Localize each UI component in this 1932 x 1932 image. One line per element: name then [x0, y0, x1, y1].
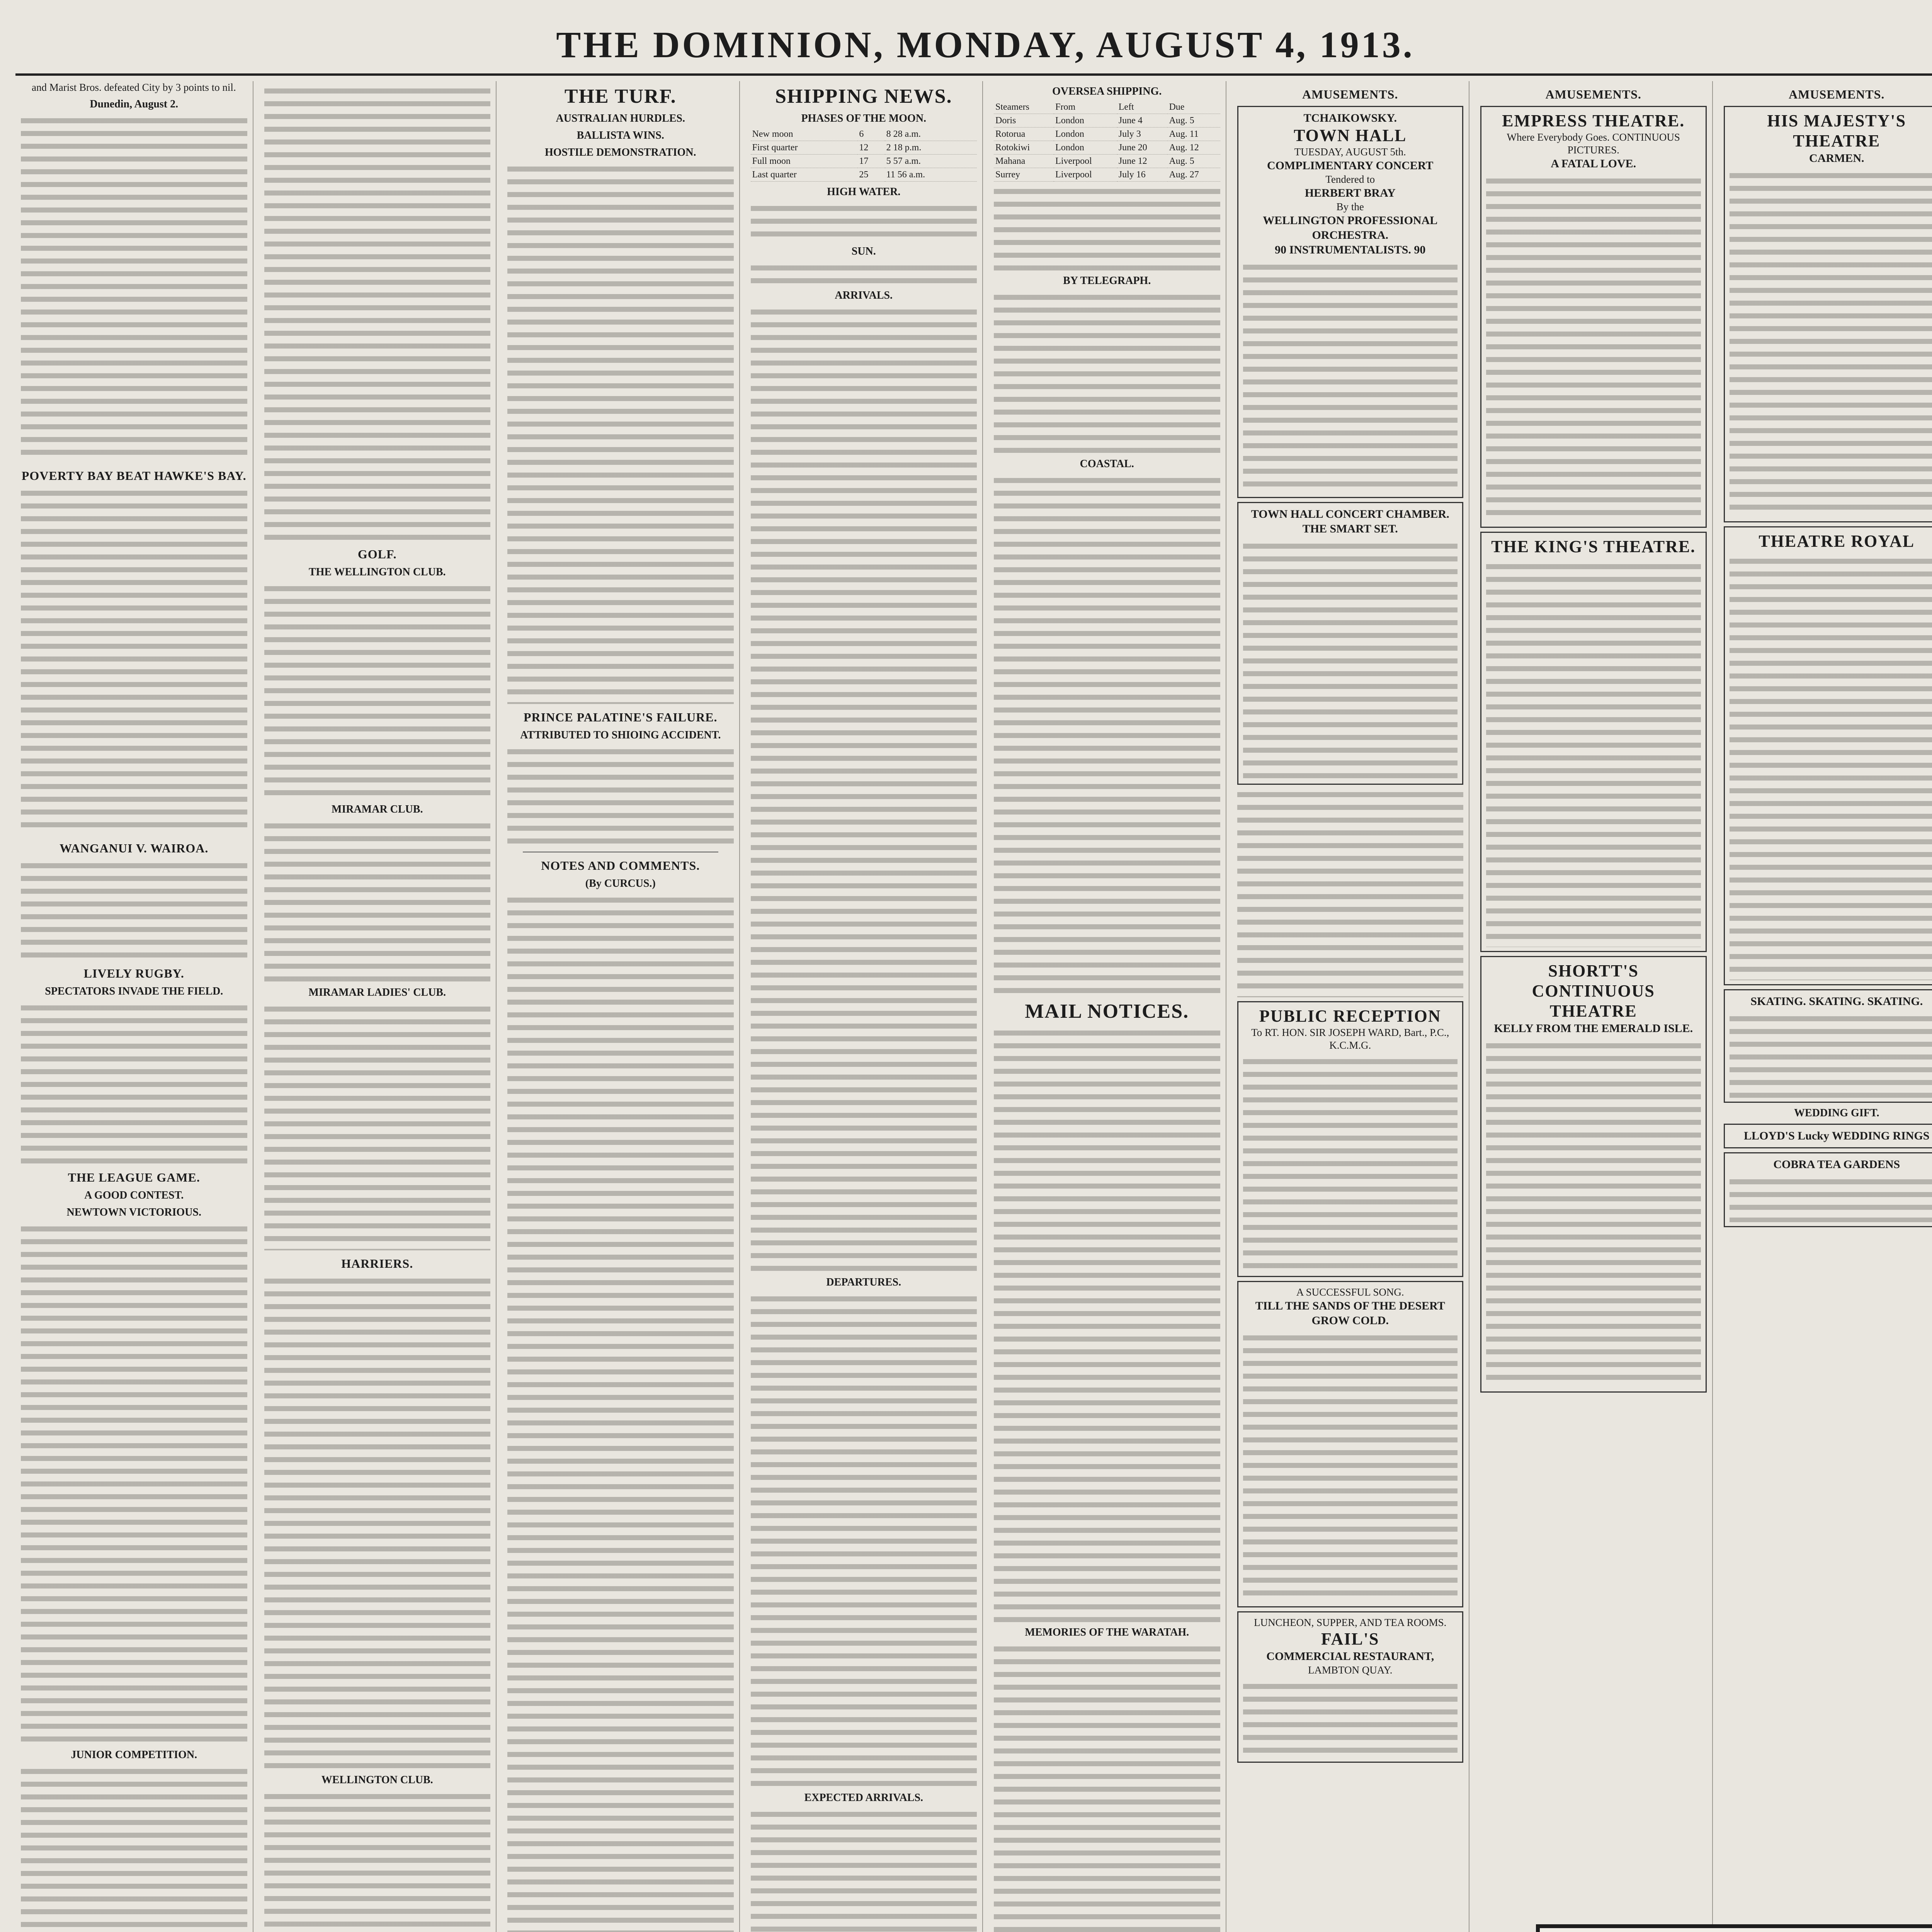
shortts-title: SHORTT'S CONTINUOUS THEATRE	[1532, 961, 1655, 1020]
body-text-block	[994, 1027, 1220, 1622]
masthead	[15, 15, 1932, 76]
subheading-ballista: BALLISTA WINS.	[577, 129, 664, 141]
lead-paragraph: and Marist Bros. defeated City by 3 points to nil.	[32, 82, 236, 93]
body-text-block	[1243, 1332, 1458, 1602]
cell: Last quarter	[751, 168, 858, 182]
heading-wanganui: WANGANUI V. WAIROA.	[60, 841, 209, 855]
empress-advert	[1480, 106, 1707, 528]
subheading-moon: PHASES OF THE MOON.	[801, 112, 927, 124]
moon-phase-table	[751, 128, 977, 182]
cell: London	[1054, 128, 1117, 141]
cell: Liverpool	[1054, 155, 1117, 168]
theatre-royal-advert	[1724, 526, 1932, 985]
body-text-block	[507, 894, 734, 1932]
majestys-title: HIS MAJESTY'S THEATRE	[1767, 111, 1906, 150]
subheading-by-telegraph: BY TELEGRAPH.	[1063, 275, 1151, 287]
subheading-miramar-ladies: MIRAMAR LADIES' CLUB.	[308, 986, 446, 998]
heading-prince-palatine: PRINCE PALATINE'S FAILURE.	[523, 710, 718, 724]
table-row	[994, 100, 1220, 114]
heading-mail-notices: MAIL NOTICES.	[1025, 1000, 1189, 1022]
successful-song: A SUCCESSFUL SONG.	[1296, 1286, 1404, 1298]
subheading-coastal: COASTAL.	[1080, 458, 1134, 470]
cell: 25	[857, 168, 884, 182]
column-turf	[502, 81, 740, 1932]
subheading-hostile: HOSTILE DEMONSTRATION.	[544, 146, 696, 158]
heading-notes: NOTES AND COMMENTS.	[541, 859, 700, 872]
cell: 11 56 a.m.	[885, 168, 977, 182]
subheading-wedding: WEDDING GIFT.	[1794, 1107, 1879, 1119]
reception-to: To RT. HON. SIR JOSEPH WARD, Bart., P.C., K.C.M.G.	[1251, 1027, 1449, 1051]
cell: 2 18 p.m.	[885, 141, 977, 155]
heading-amusements: AMUSEMENTS.	[1302, 87, 1398, 101]
cell: Aug. 5	[1167, 155, 1220, 168]
concert-title: COMPLIMENTARY CONCERT	[1267, 159, 1434, 172]
cobra-title: COBRA TEA GARDENS	[1773, 1158, 1900, 1171]
skating-title: SKATING. SKATING. SKATING.	[1750, 995, 1923, 1008]
body-text-block	[751, 1293, 977, 1787]
heading-amusements: AMUSEMENTS.	[1789, 87, 1885, 101]
subheading-wellington-harriers: WELLINGTON CLUB.	[321, 1774, 433, 1786]
body-text-block	[994, 1643, 1220, 1932]
cell: Rotorua	[994, 128, 1054, 141]
column-amusements-2	[1475, 81, 1713, 1932]
heading-golf: GOLF.	[357, 547, 397, 561]
cell: Left	[1117, 100, 1168, 114]
cobra-advert	[1724, 1152, 1932, 1227]
body-text-block	[994, 185, 1220, 270]
subheading-arrivals: ARRIVALS.	[835, 289, 893, 301]
body-text-block	[1730, 555, 1932, 980]
cell: 12	[857, 141, 884, 155]
body-text-block	[1486, 561, 1701, 947]
carmen-label: CARMEN.	[1809, 152, 1864, 165]
cell: July 16	[1117, 168, 1168, 182]
body-text-block	[264, 1275, 491, 1770]
cell: New moon	[751, 128, 858, 141]
body-text-block	[264, 1791, 491, 1930]
restaurant-advert	[1237, 1611, 1464, 1763]
commercial-label: COMMERCIAL RESTAURANT,	[1266, 1650, 1434, 1663]
heading-poverty-bay: POVERTY BAY BEAT HAWKE'S BAY.	[21, 469, 247, 483]
cell: Aug. 5	[1167, 114, 1220, 128]
columns	[15, 81, 1932, 1932]
cell: 8 28 a.m.	[885, 128, 977, 141]
fails-name: FAIL'S	[1321, 1629, 1379, 1648]
table-row	[994, 155, 1220, 168]
table-row	[751, 168, 977, 182]
column-football	[15, 81, 253, 1932]
table-row	[994, 128, 1220, 141]
body-text-block	[21, 1223, 247, 1745]
cell: 6	[857, 128, 884, 141]
body-text-block	[21, 487, 247, 835]
instrumentalists: 90 INSTRUMENTALISTS. 90	[1275, 243, 1426, 256]
cell: First quarter	[751, 141, 858, 155]
herbert-bray: HERBERT BRAY	[1304, 187, 1396, 199]
cell: June 12	[1117, 155, 1168, 168]
body-text-block	[1486, 1040, 1701, 1388]
tendered-label: Tendered to	[1325, 173, 1375, 185]
by-the-label: By the	[1336, 201, 1364, 213]
table-row	[994, 114, 1220, 128]
body-text-block	[264, 1003, 491, 1250]
body-text-block	[1243, 1056, 1458, 1272]
dunedin-dateline: Dunedin, August 2.	[90, 98, 179, 110]
subheading-miramar: MIRAMAR CLUB.	[332, 803, 423, 815]
subheading-waratah: MEMORIES OF THE WARATAH.	[1025, 1626, 1189, 1638]
empress-title: EMPRESS THEATRE.	[1502, 111, 1685, 130]
body-text-block	[751, 306, 977, 1272]
cell: Mahana	[994, 155, 1054, 168]
cell: Liverpool	[1054, 168, 1117, 182]
concert-date: TUESDAY, AUGUST 5th.	[1294, 146, 1406, 158]
subheading-good-contest: A GOOD CONTEST.	[84, 1189, 184, 1201]
majestys-advert	[1724, 106, 1932, 522]
column-sports	[259, 81, 497, 1932]
body-text-block	[264, 583, 491, 799]
cell: Aug. 12	[1167, 141, 1220, 155]
column-amusements-1	[1232, 81, 1470, 1932]
skating-advert	[1724, 989, 1932, 1103]
luncheon-label: LUNCHEON, SUPPER, AND TEA ROOMS.	[1254, 1617, 1447, 1628]
cell: Rotokiwi	[994, 141, 1054, 155]
body-text-block	[21, 860, 247, 960]
cell: Doris	[994, 114, 1054, 128]
reception-advert	[1237, 1001, 1464, 1277]
concert-chamber: TOWN HALL CONCERT CHAMBER.	[1251, 508, 1449, 520]
concert-advert	[1237, 106, 1464, 498]
body-text-block	[21, 1002, 247, 1164]
subheading-expected: EXPECTED ARRIVALS.	[804, 1792, 923, 1804]
subheading-wellington-golf: THE WELLINGTON CLUB.	[308, 566, 446, 578]
subheading-attributed: ATTRIBUTED TO SHIOING ACCIDENT.	[520, 729, 721, 741]
table-row	[751, 128, 977, 141]
table-row	[994, 141, 1220, 155]
body-text-block	[507, 163, 734, 704]
body-text-block	[751, 202, 977, 241]
page-number	[1909, 23, 1932, 66]
kings-title: THE KING'S THEATRE.	[1491, 537, 1696, 556]
sheet-music-advert	[1536, 1924, 1932, 1932]
heading-harriers: HARRIERS.	[341, 1257, 413, 1270]
body-text-block	[751, 262, 977, 285]
body-text-block	[1730, 170, 1932, 517]
cell: June 20	[1117, 141, 1168, 155]
cell: Aug. 11	[1167, 128, 1220, 141]
heading-amusements: AMUSEMENTS.	[1545, 87, 1641, 101]
smart-set-advert	[1237, 502, 1464, 785]
cell: Full moon	[751, 155, 858, 168]
subheading-high-water: HIGH WATER.	[827, 186, 901, 198]
body-text-block	[1243, 1680, 1458, 1758]
body-text-block	[21, 1765, 247, 1932]
smart-set: THE SMART SET.	[1302, 522, 1398, 535]
body-text-block	[1237, 789, 1464, 997]
cell: London	[1054, 114, 1117, 128]
body-text-block	[751, 1808, 977, 1932]
heading-lively-rugby: LIVELY RUGBY.	[83, 966, 184, 980]
theatre-royal-title: THEATRE ROYAL	[1759, 532, 1915, 551]
heading-turf: THE TURF.	[564, 85, 677, 107]
empress-subtitle: Where Everybody Goes. CONTINUOUS PICTURES.	[1507, 131, 1680, 156]
lloyds-title: LLOYD'S Lucky WEDDING RINGS	[1744, 1129, 1930, 1142]
body-text-block	[1730, 1013, 1932, 1098]
town-hall-label: TOWN HALL	[1294, 126, 1407, 145]
cell: Steamers	[994, 100, 1054, 114]
table-row	[994, 168, 1220, 182]
column-shipping	[745, 81, 983, 1932]
kings-advert	[1480, 532, 1707, 952]
subheading-departures: DEPARTURES.	[826, 1276, 901, 1288]
cell: Due	[1167, 100, 1220, 114]
cell: June 4	[1117, 114, 1168, 128]
body-text-block	[1243, 261, 1458, 493]
tchaikovsky-label: TCHAIKOWSKY.	[1303, 112, 1397, 124]
fatal-love: A FATAL LOVE.	[1551, 157, 1636, 170]
cell: Surrey	[994, 168, 1054, 182]
cell: July 3	[1117, 128, 1168, 141]
subheading-spectators: SPECTATORS INVADE THE FIELD.	[45, 985, 223, 997]
public-reception: PUBLIC RECEPTION	[1259, 1007, 1441, 1026]
body-text-block	[264, 820, 491, 982]
song-advert	[1237, 1281, 1464, 1607]
heading-shipping: SHIPPING NEWS.	[775, 85, 952, 107]
oversea-table	[994, 100, 1220, 182]
cell: 17	[857, 155, 884, 168]
table-row	[751, 155, 977, 168]
body-text-block	[507, 746, 734, 846]
body-text-block	[264, 85, 491, 541]
subheading-newtown: NEWTOWN VICTORIOUS.	[66, 1206, 202, 1218]
cell: From	[1054, 100, 1117, 114]
subheading-oversea: OVERSEA SHIPPING.	[1052, 85, 1162, 97]
subheading-sun: SUN.	[851, 245, 876, 257]
cell: 5 57 a.m.	[885, 155, 977, 168]
subheading-junior: JUNIOR COMPETITION.	[71, 1749, 197, 1761]
column-mail	[988, 81, 1226, 1932]
emerald-isle: KELLY FROM THE EMERALD ISLE.	[1494, 1022, 1693, 1035]
lloyds-advert	[1724, 1124, 1932, 1148]
body-text-block	[994, 474, 1220, 996]
masthead-title: THE DOMINION, MONDAY, AUGUST 4, 1913.	[556, 24, 1415, 65]
song-title: TILL THE SANDS OF THE DESERT GROW COLD.	[1255, 1299, 1445, 1327]
shortts-advert	[1480, 956, 1707, 1393]
lambton-label: LAMBTON QUAY.	[1308, 1664, 1393, 1676]
cell: Aug. 27	[1167, 168, 1220, 182]
byline-curcus: (By CURCUS.)	[585, 878, 656, 889]
heading-league: THE LEAGUE GAME.	[68, 1170, 200, 1184]
orchestra-name: WELLINGTON PROFESSIONAL ORCHESTRA.	[1263, 214, 1438, 242]
subheading-hurdles: AUSTRALIAN HURDLES.	[556, 112, 685, 124]
body-text-block	[1486, 175, 1701, 523]
column-amusements-3	[1718, 81, 1932, 1932]
body-text-block	[1243, 540, 1458, 780]
body-text-block	[994, 291, 1220, 454]
cell: London	[1054, 141, 1117, 155]
table-row	[751, 141, 977, 155]
body-text-block	[1730, 1176, 1932, 1222]
body-text-block	[21, 115, 247, 463]
